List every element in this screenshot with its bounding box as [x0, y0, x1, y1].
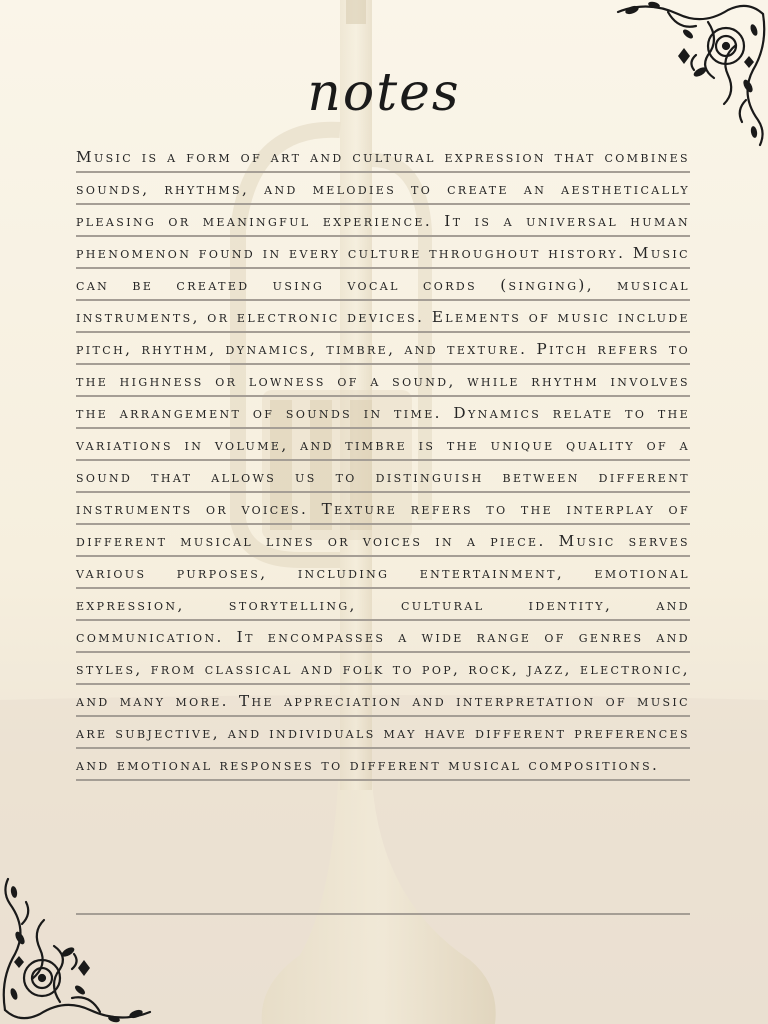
- floral-corner-ornament-icon: [0, 874, 160, 1024]
- notes-body-text: Music is a form of art and cultural expression that combines sounds, rhythms, and melodies to create an aesthetically pleasing or meaningful experience. It is a universal human phenomenon found in every culture throughout history. Music can be created using vocal cords (singing), musical instruments, or electronic devices. Elements of music include pitch, rhythm, dynamics, timbre, and texture. Pitch refers to the highness or lowness of a sound, while rhythm involves the arrangement of sounds in time. Dynamics relate to the variations in volume, and timbre is the unique quality of a sound that allows us to distinguish between different instruments or voices. Texture refers to the interplay of different musical lines or voices in a piece. Music serves various purposes, including entertainment, emotional expression, storytelling, cultural identity, and communication. It encompasses a wide range of genres and styles, from classical and folk to pop, rock, jazz, electronic, and many more. The appreciation and interpretation of music are subjective, and individuals may have different preferences and emotional responses to different musical compositions.: [76, 141, 690, 781]
- ruled-line: [76, 913, 690, 915]
- page-title: notes: [307, 62, 461, 123]
